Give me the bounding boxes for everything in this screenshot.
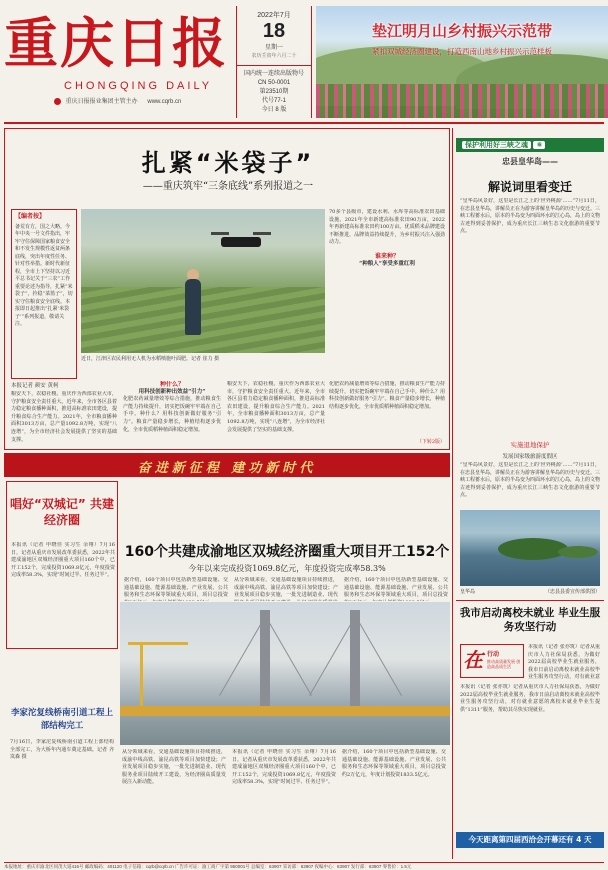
masthead-divider bbox=[4, 122, 604, 124]
second-body-continued: 据介绍，160个项目中包括新型基础设施、交通基础设施、能源基础设施、产业发展、公共服务和生态环保等领域重大项目，项目总投资约2万亿元，年度计划投资1833.5亿元。 bbox=[342, 749, 446, 778]
bridge-deck bbox=[120, 706, 450, 716]
issue-meta-line: 代号77-1 bbox=[261, 98, 286, 104]
author-byline: 本报记者 颜安 黄柯 bbox=[11, 383, 59, 389]
editor-note bbox=[11, 209, 77, 379]
second-body-far-right: 据介绍，160个项目中包括新型基础设施、交通基础设施、能源基础设施、产业发展、公共服务和生态环保等领域重大项目，项目总投资 bbox=[344, 577, 448, 599]
issue-meta-line: 今日 8 版 bbox=[261, 107, 287, 113]
second-story bbox=[4, 477, 450, 859]
column-divider bbox=[452, 128, 453, 859]
slogan-text: 奋进新征程 建功新时代 bbox=[137, 461, 317, 476]
bridge-tower bbox=[260, 610, 270, 710]
action-column-logo bbox=[460, 644, 524, 678]
section-subhead: 用科技创新种出效益“引力” bbox=[138, 388, 206, 395]
drone-photo[interactable] bbox=[81, 209, 325, 353]
section-head: 种什么？ bbox=[159, 381, 184, 388]
lead-body-mid bbox=[123, 381, 221, 447]
employment-lead: 本报讯（记者 张亦筑）记者从重庆市人力社保局获悉，为做好2022届高校毕业生就业服务，我市日前启动离校未就业高校毕业生服务攻坚行动，对有就业意 bbox=[528, 644, 600, 680]
second-body-left: 本报讯（记者 申晓佳 实习生 余翔）7月16日，记者从重庆市发展改革委获悉，2022年共建成渝地区双城经济圈重大项目160个中，已开工152个，完成投资1069.8亿元，年度投资完成率58.3%，实现“时间过半、任务过半”。 bbox=[11, 542, 115, 579]
lead-body-right bbox=[329, 209, 445, 379]
island-photo-credit: （忠县县委宣传部供图） bbox=[544, 589, 600, 595]
slogan-banner bbox=[4, 453, 450, 477]
rice-field bbox=[81, 287, 325, 353]
island-photo[interactable] bbox=[460, 510, 600, 586]
newspaper-logo: 重庆日报 bbox=[4, 11, 228, 75]
publisher-line bbox=[54, 96, 181, 105]
date-box bbox=[236, 6, 312, 118]
second-body-mid: 据介绍，160个项目中包括新型基础设施、交通基础设施、能源基础设施、产业发展、公共服务和生态环保等领域重大项目，项目总投资 bbox=[124, 577, 228, 599]
body-text: 化肥农药减量增效等综合措施，推动粮食生产能力持续提升，切实把饭碗牢牢端在自己手中。种什么？用科技创新做好服务“引力”。粮食产量稳步增长，种植结构逐步优化，全市优质稻种植面积稳定增加。 bbox=[123, 396, 221, 433]
bridge-cable bbox=[219, 616, 266, 696]
right-divider bbox=[456, 600, 604, 601]
top-banner-ad[interactable] bbox=[316, 6, 608, 118]
section-tag bbox=[456, 138, 604, 152]
bridge-cable bbox=[265, 616, 312, 696]
right-body-2: “皇华岛风景好，这里是长江之上的‘世外桃源’……”7月11日，在忠县皇华岛，讲解员正在为游客讲解皇华岛的历史与变迁。三峡工程蓄水后，原本的半岛变为四面环水的江心岛，岛上的文物古迹得到妥善保护，成为重庆长江三峡生态文化旅游的重要节点。 bbox=[460, 462, 600, 499]
issue-meta-line: 第23510期 bbox=[259, 89, 289, 95]
body-text: 70多个县级市，建设水利、水库等高标准农田基础设施。2021年全市新建高标准农田90万亩，2022年再新建高标准农田约100万亩。优质稻米品牌建设不断推进，品牌效益持续提升，为乡村振兴注入强劲动力。 bbox=[329, 209, 445, 246]
banner-subtitle: 紧扣双城经济圈建设，打造西南山地乡村振兴示范样板 bbox=[372, 47, 552, 56]
weekday: 星期一 bbox=[264, 45, 283, 51]
employment-headline[interactable]: 我市启动离校未就业 毕业生服务攻坚行动 bbox=[459, 607, 601, 633]
banner-title: 垫江明月山乡村振兴示范带 bbox=[371, 22, 552, 40]
second-body-right: 从分领域来看，交通基础设施项目持续推进，成渝中线高铁、渝昆高铁等项目加快建设；产业发展项目稳步实施，一批先进制造业、现代 bbox=[234, 577, 338, 599]
second-body-continued: 从分领域来看，交通基础设施项目持续推进，成渝中线高铁、渝昆高铁等项目加快建设；产业发展项目稳步实施，一批先进制造业、现代服务业项目陆续开工建设，为经济圈高质量发展注入新动能。 bbox=[122, 749, 226, 786]
bridge-cable bbox=[355, 616, 402, 696]
photo-story-headline[interactable]: 李家沱复线桥南引道工程上部结构完工 bbox=[10, 708, 113, 731]
lead-story bbox=[4, 128, 450, 450]
issue-meta-line: CN 50-0001 bbox=[257, 80, 291, 86]
day-number: 18 bbox=[262, 20, 286, 42]
farmer-figure bbox=[185, 279, 201, 335]
photo-story-text: 7月16日，李家沱复线桥南引道工程上部结构全部完工，为大桥年内通车奠定基础。记者 齐岚森 摄 bbox=[10, 739, 114, 761]
publisher-name: 重庆日报报业集团主管主办 bbox=[65, 99, 138, 105]
lunar-date: 农历壬寅年六月二十 bbox=[251, 53, 297, 59]
island-shape bbox=[498, 538, 568, 560]
bridge-photo[interactable] bbox=[120, 602, 450, 745]
bridge-cable bbox=[309, 616, 356, 696]
editor-note-text: 备荒有方，国之大略。今年中央一号文件指出，牢牢守住保障国家粮食安全和不发生规模性返贫两条底线，突出年度性任务、针对性举措。新时代新征程，全市上下坚持以习近平总书记关于“三农”工作重要论述为指导，扎紧“米袋子”，拎稳“菜篮子”，切实守住粮食安全底线。本报即日起推出“扎紧‘米袋子’”系列报道，敬请关注。 bbox=[15, 223, 73, 327]
issue-meta-line: 国内统一连续出版物号 bbox=[243, 71, 304, 77]
right-subsection: 实施退地保护 bbox=[510, 441, 550, 449]
newspaper-logo-english: CHONGQING DAILY bbox=[64, 80, 213, 92]
section-head: 谁来种？ bbox=[374, 252, 399, 260]
masthead bbox=[4, 4, 604, 122]
continued-marker[interactable]: （下转2版） bbox=[416, 439, 445, 445]
section-tag-number: ⑥ bbox=[533, 141, 545, 149]
second-body-continued: 本报讯（记者 申晓佳 实习生 余翔）7月16日，记者从重庆市发展改革委获悉，2022年共建成渝地区双城经济圈重大项目160个中，已开工152个，完成投资1069.8亿元，年度投资完成率58.3%，实现“时间过半、任务过半”。 bbox=[232, 749, 336, 786]
action-logo-big: 在 bbox=[463, 648, 483, 672]
column-badge-title: 唱好“双城记” 共建经济圈 bbox=[10, 497, 114, 527]
year-month: 2022年7月 bbox=[257, 12, 291, 19]
bridge-tower bbox=[350, 610, 360, 710]
action-logo-word: 行动 bbox=[487, 651, 500, 658]
website-url[interactable]: www.cqrb.cn bbox=[147, 99, 182, 105]
photo-caption: 近日，江津区农民利用无人机为水稻喷施叶面肥。记者 崔力 摄 bbox=[81, 356, 220, 362]
island-photo-caption: 皇华岛 bbox=[460, 589, 476, 595]
lead-body-col3: 粮安天下，农稳社稷。重庆作为西部农业大市，守护粮食安全责任重大。近年来，全市各区县着力稳定粮食播种面积，推进高标准农田建设，提升粮食综合生产能力。2021年，全市粮食播种面积3013万亩，总产量1092.8万吨，实现“八连增”，为全市经济社会发展提供了坚实的基础支撑。 bbox=[227, 381, 325, 433]
page-footer: 本报地址：重庆市渝北区同茂大道416号 邮政编码：401120 电子信箱：cqrb@cqrb.cn 广告许可证：渝工商广字第 950001号 总编室：63907 采访部：63907 夜编中心：63907 发行部：63907 零售价：1.5元 bbox=[4, 862, 604, 870]
issue-meta bbox=[237, 65, 311, 115]
second-headline[interactable]: 160个共建成渝地区双城经济圈重大项目开工152个 bbox=[124, 544, 450, 560]
island-shape bbox=[558, 546, 598, 558]
banner-flower-field bbox=[316, 84, 608, 118]
column-badge-box bbox=[6, 481, 118, 649]
editor-note-tag: 【编者按】 bbox=[15, 213, 46, 220]
right-body: “皇华岛风景好，这里是长江之上的‘世外桃源’……”7月11日，在忠县皇华岛，讲解员正在为游客讲解皇华岛的历史与变迁。三峡工程蓄水后，原本的半岛变为四面环水的江心岛，岛上的文物古迹得到妥善保护，成为重庆长江三峡生态文化旅游的重要节点。 bbox=[460, 198, 600, 235]
right-headline[interactable]: 解说词里看变迁 bbox=[487, 180, 572, 194]
drone-icon bbox=[221, 237, 261, 247]
second-subheadline: 今年以来完成投资1069.8亿元，年度投资完成率58.3% bbox=[188, 564, 386, 573]
lead-body-col4: 化肥农药减量增效等综合措施，推动粮食生产能力持续提升，切实把饭碗牢牢端在自己手中。种什么？用科技创新做好服务“引力”。粮食产量稳步增长，种植结构逐步优化，全市优质稻种植面积稳定增加。 bbox=[329, 381, 445, 410]
construction-crane bbox=[140, 642, 143, 712]
lead-body-left: 粮安天下，农稳社稷。重庆作为西部农业大市，守护粮食安全责任重大。近年来，全市各区县着力稳定粮食播种面积，推进高标准农田建设，提升粮食综合生产能力。2021年，全市粮食播种面积3013万亩，总产量1092.8万吨，实现“八连增”，为全市经济社会发展提供了坚实的基础支撑。 bbox=[11, 391, 117, 443]
right-kicker: 忠县皇华岛—— bbox=[502, 157, 558, 166]
section-subhead: “种粮人”享受多重红利 bbox=[359, 260, 415, 267]
lead-subheadline: ——重庆筑牢“三条底线”系列报道之一 bbox=[142, 181, 314, 192]
section-tag-text: 保护利用好三峡之魂 bbox=[462, 141, 531, 149]
right-subsection-sub: 发展国家级旅游度假区 bbox=[502, 454, 558, 460]
countdown-bar[interactable]: 今天距离第四届西洽会开幕还有 4 天 bbox=[456, 832, 604, 848]
construction-crane-arm bbox=[128, 642, 188, 645]
lead-headline[interactable]: 扎紧“米袋子” bbox=[141, 149, 315, 177]
right-column bbox=[456, 128, 604, 859]
employment-body: 本报讯（记者 张亦筑）记者从重庆市人力社保局获悉，为做好2022届高校毕业生就业服务，我市日前启动离校未就业高校毕业生服务攻坚行动，对有就业意愿的离校未就业毕业生提供“1311”服务，帮助其尽快实现就业。 bbox=[460, 684, 600, 713]
publisher-mark-icon bbox=[54, 98, 61, 105]
action-logo-slogan: 推动高质量发展 创造高品质生活 bbox=[487, 659, 521, 669]
